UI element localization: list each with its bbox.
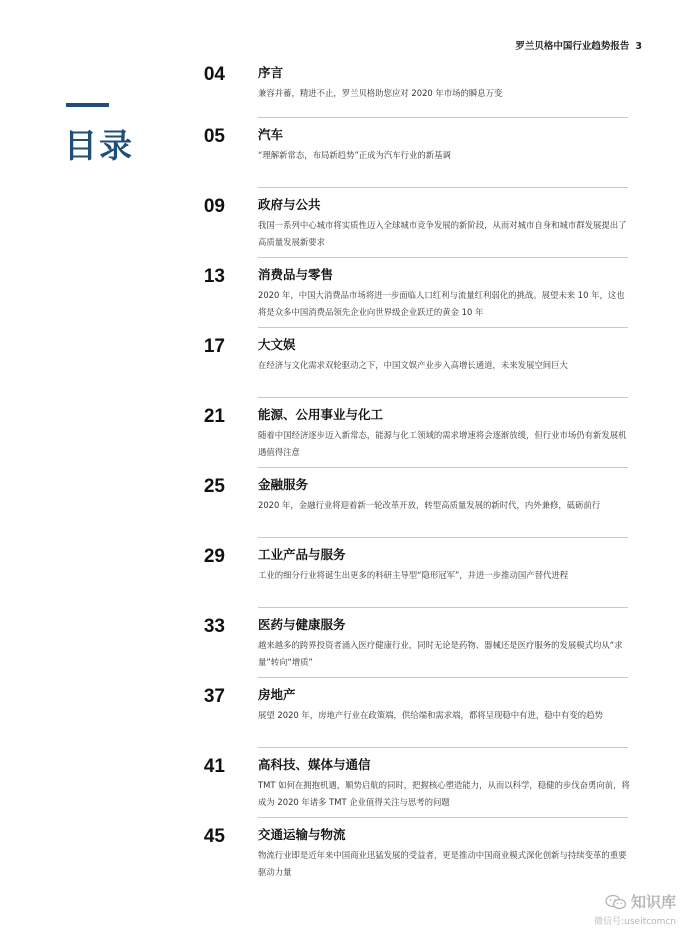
- entry-page-number: 45: [203, 826, 225, 847]
- entry-description: 随着中国经济逐步迈入新常态，能源与化工领域的需求增速将会逐渐放缓，但行业市场仍有新发展机遇值得注意: [258, 430, 627, 457]
- entry-title: 汽车: [258, 127, 284, 142]
- divider: [258, 397, 628, 398]
- divider: [258, 257, 628, 258]
- divider: [258, 467, 628, 468]
- entry-description: 2020 年，中国大消费品市场将进一步面临人口红利与流量红利弱化的挑战。展望未来 10 年，这也将是众多中国消费品领先企业向世界级企业跃迁的黄金 10 年: [258, 290, 625, 317]
- divider: [258, 817, 628, 818]
- entry-page-number: 25: [203, 476, 225, 497]
- entry-page-number: 17: [203, 336, 225, 357]
- entry-page-number: 13: [203, 266, 225, 287]
- title-accent-bar: [66, 103, 109, 107]
- entry-description: 我国一系列中心城市将实质性迈入全球城市竞争发展的新阶段，从而对城市自身和城市群发展提出了高质量发展新要求: [258, 220, 627, 247]
- wechat-icon: [605, 894, 627, 910]
- entry-title: 消费品与零售: [258, 267, 334, 282]
- entry-description: 兼容并蓄，精进不止，罗兰贝格助您应对 2020 年市场的瞬息万变: [258, 88, 503, 98]
- entry-title: 房地产: [258, 687, 296, 702]
- divider: [258, 537, 628, 538]
- entry-title: 大文娱: [258, 337, 296, 352]
- page-number: 3: [635, 41, 642, 52]
- entry-page-number: 21: [203, 406, 225, 427]
- entry-page-number: 33: [203, 616, 225, 637]
- watermark-name: 知识库: [630, 893, 676, 911]
- entry-description: 2020 年，金融行业将迎着新一轮改革开放，转型高质量发展的新时代，内外兼修，砥砺前行: [258, 500, 601, 510]
- watermark: [594, 891, 676, 927]
- entry-title: 金融服务: [258, 477, 309, 492]
- entry-description: 越来越多的跨界投资者涌入医疗健康行业，同时无论是药物、器械还是医疗服务的发展模式均从“求量”转向“增质”: [258, 640, 623, 667]
- entry-page-number: 09: [203, 196, 225, 217]
- entry-page-number: 29: [203, 546, 225, 567]
- divider: [258, 677, 628, 678]
- entry-title: 序言: [258, 65, 284, 80]
- entry-title: 交通运输与物流: [258, 827, 346, 842]
- entry-description: 在经济与文化需求双轮驱动之下，中国文娱产业步入高增长通道，未来发展空间巨大: [258, 360, 568, 370]
- entry-description: “理解新常态，布局新趋势”正成为汽车行业的新基调: [258, 150, 451, 160]
- entry-title: 医药与健康服务: [258, 617, 346, 632]
- entry-description: 展望 2020 年，房地产行业在政策端，供给端和需求端，都将呈现稳中有进，稳中有变的趋势: [258, 710, 603, 720]
- entry-page-number: 41: [203, 756, 225, 777]
- entry-title: 政府与公共: [258, 197, 321, 212]
- entry-description: 物流行业即是近年来中国商业迅猛发展的受益者，更是推动中国商业模式深化创新与持续变革的重要驱动力量: [258, 850, 627, 877]
- watermark-id: 微信号:useitcomcn: [594, 917, 676, 927]
- entry-title: 高科技、媒体与通信: [258, 757, 371, 772]
- toc-heading: 目录: [64, 126, 134, 165]
- report-title: 罗兰贝格中国行业趋势报告: [515, 41, 630, 52]
- entry-title: 工业产品与服务: [258, 547, 346, 562]
- entry-title: 能源、公用事业与化工: [258, 407, 384, 422]
- page-header: [515, 38, 642, 52]
- entry-description: TMT 如何在拥抱机遇，顺势启航的同时，把握核心塑造能力，从而以科学，稳健的步伐奋勇向前，将成为 2020 年诸多 TMT 企业值得关注与思考的问题: [258, 780, 630, 807]
- divider: [258, 187, 628, 188]
- entry-description: 工业的细分行业将诞生出更多的科研主导型“隐形冠军”，并进一步推动国产替代进程: [258, 570, 569, 580]
- divider: [258, 327, 628, 328]
- divider: [258, 117, 628, 118]
- divider: [258, 607, 628, 608]
- entry-page-number: 37: [203, 686, 225, 707]
- entry-page-number: 04: [203, 64, 225, 85]
- entry-page-number: 05: [203, 126, 225, 147]
- divider: [258, 747, 628, 748]
